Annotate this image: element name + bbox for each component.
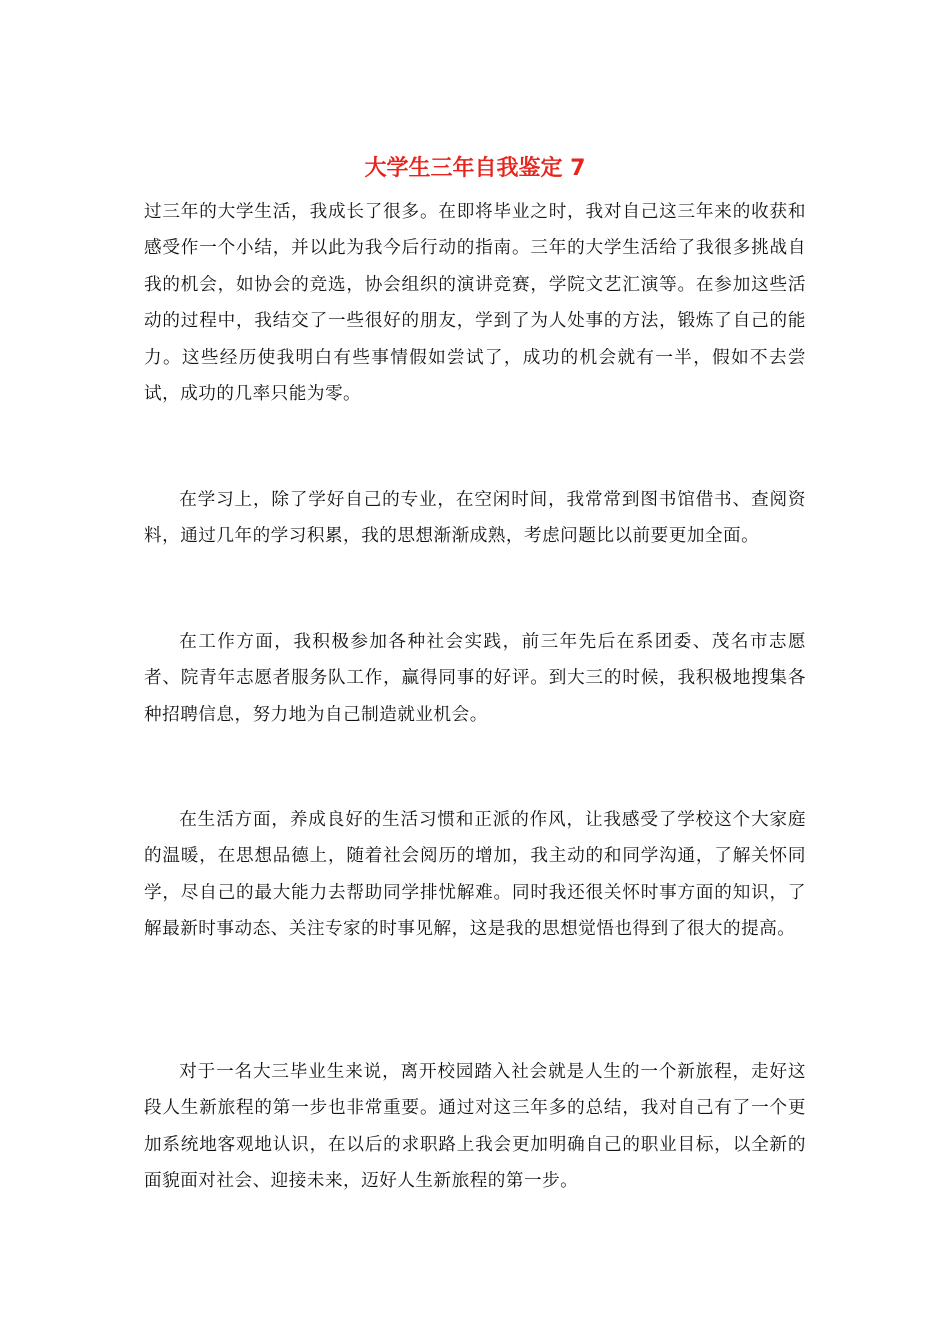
paragraph-study: 在学习上，除了学好自己的专业，在空闲时间，我常常到图书馆借书、查阅资料，通过几年的学习积累，我的思想渐渐成熟，考虑问题比以前要更加全面。 [144,490,806,547]
paragraph-life: 在生活方面，养成良好的生活习惯和正派的作风，让我感受了学校这个大家庭的温暖，在思想品德上，随着社会阅历的增加，我主动的和同学沟通，了解关怀同学，尽自己的最大能力去帮助同学排忧解难。同时我还很关怀时事方面的知识，了解最新时事动态、关注专家的时事见解，这是我的思想觉悟也得到了很大的提高。 [144,810,806,940]
paragraph-work: 在工作方面，我积极参加各种社会实践，前三年先后在系团委、茂名市志愿者、院青年志愿者服务队工作，赢得同事的好评。到大三的时候，我积极地搜集各种招聘信息，努力地为自己制造就业机会。 [144,632,806,725]
paragraph-intro: 过三年的大学生活，我成长了很多。在即将毕业之时，我对自己这三年来的收获和感受作一个小结，并以此为我今后行动的指南。三年的大学生活给了我很多挑战自我的机会，如协会的竞选，协会组织的演讲竞赛，学院文艺汇演等。在参加这些活动的过程中，我结交了一些很好的朋友，学到了为人处事的方法，锻炼了自己的能力。这些经历使我明白有些事情假如尝试了，成功的机会就有一半，假如不去尝试，成功的几率只能为零。 [144,202,806,405]
document-title: 大学生三年自我鉴定 7 [364,156,586,181]
paragraph-conclusion: 对于一名大三毕业生来说，离开校园踏入社会就是人生的一个新旅程，走好这段人生新旅程的第一步也非常重要。通过对这三年多的总结，我对自己有了一个更加系统地客观地认识，在以后的求职路上我会更加明确自己的职业目标，以全新的面貌面对社会、迎接未来，迈好人生新旅程的第一步。 [144,1062,806,1192]
